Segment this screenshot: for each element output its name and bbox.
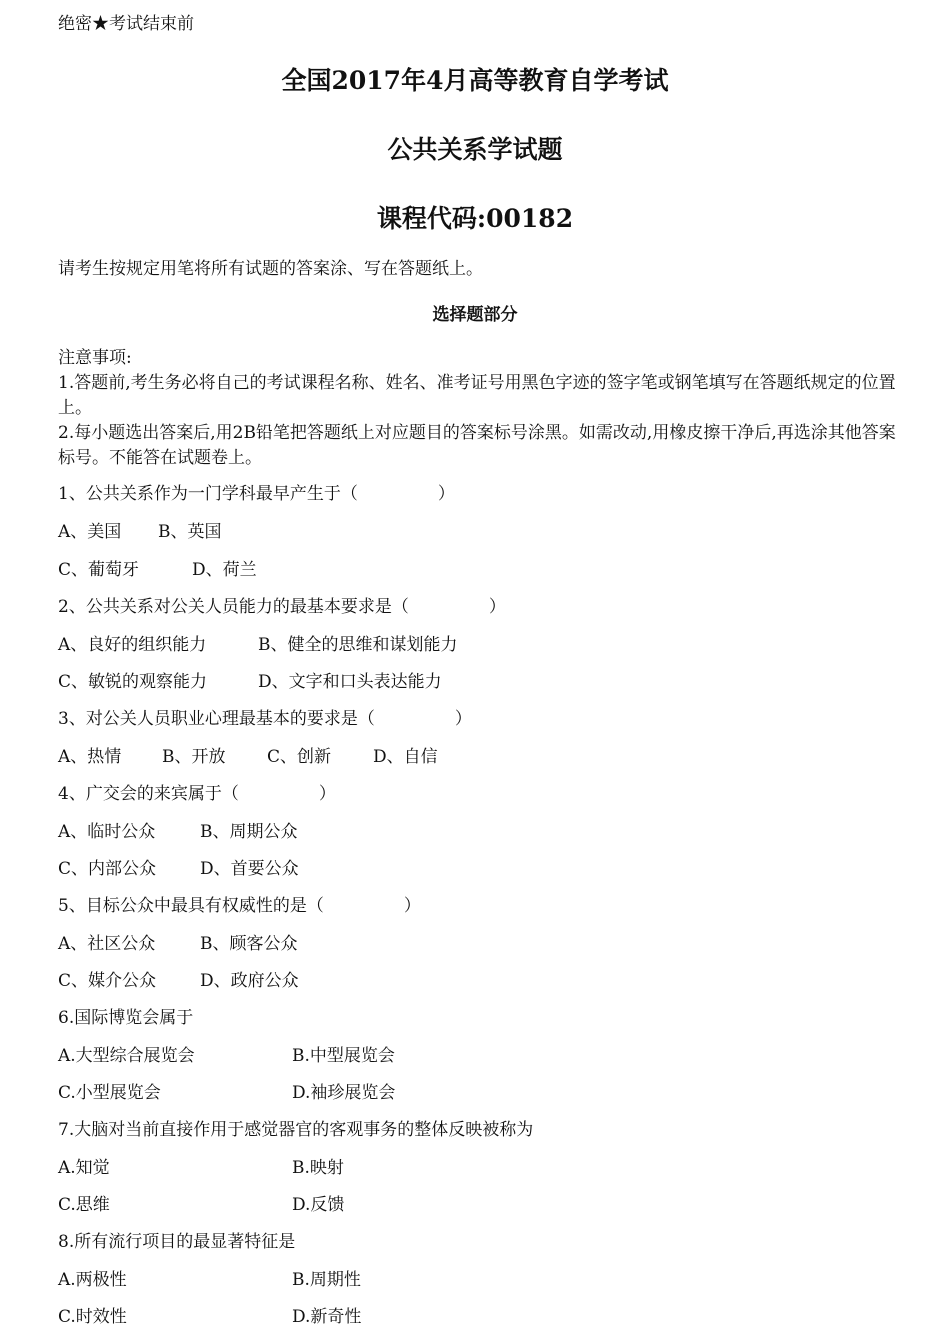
question-stem — [58, 1119, 533, 1141]
question-text: 5、目标公众中最具有权威性的是（ — [58, 896, 324, 916]
option-d: D.袖珍展览会 — [292, 1083, 396, 1103]
option-a: A、热情 — [58, 747, 122, 767]
question-text: 1、公共关系作为一门学科最早产生于（ — [58, 484, 358, 504]
option-b: B.映射 — [292, 1158, 344, 1178]
question-text: 6.国际博览会属于 — [58, 1008, 194, 1028]
exam-title: 全国2017年4月高等教育自学考试 — [281, 66, 669, 95]
option-c: C、媒介公众 — [58, 971, 157, 991]
question-close: ） — [318, 784, 336, 804]
question-text: 3、对公关人员职业心理最基本的要求是（ — [58, 709, 375, 729]
option-c: C、葡萄牙 — [58, 560, 140, 580]
option-a: A.知觉 — [58, 1158, 110, 1178]
option-a: A.大型综合展览会 — [58, 1046, 195, 1066]
option-c: C.小型展览会 — [58, 1083, 161, 1103]
option-b: B、开放 — [162, 747, 226, 767]
option-b: B、顾客公众 — [200, 934, 298, 954]
option-b: B.中型展览会 — [292, 1046, 395, 1066]
option-d: D、首要公众 — [200, 859, 299, 879]
question-text: 2、公共关系对公关人员能力的最基本要求是（ — [58, 597, 409, 617]
answer-instruction: 请考生按规定用笔将所有试题的答案涂、写在答题纸上。 — [58, 259, 483, 279]
question-stem — [58, 895, 421, 917]
option-d: D、文字和口头表达能力 — [258, 672, 442, 692]
subject-title: 公共关系学试题 — [387, 135, 563, 164]
question-close: ） — [403, 896, 421, 916]
notes-label: 注意事项: — [58, 348, 132, 368]
question-text: 8.所有流行项目的最显著特征是 — [58, 1232, 296, 1252]
option-d: D、自信 — [373, 747, 438, 767]
option-a: A、社区公众 — [58, 934, 156, 954]
option-b: B.周期性 — [292, 1270, 361, 1290]
option-d: D.反馈 — [292, 1195, 345, 1215]
note-item: 2.每小题选出答案后,用2B铅笔把答题纸上对应题目的答案标号涂黑。如需改动,用橡皮擦干净后,再选涂其他答案标号。不能答在试题卷上。 — [58, 423, 896, 468]
option-c: C、敏锐的观察能力 — [58, 672, 208, 692]
question-stem — [58, 596, 506, 618]
option-a: A、临时公众 — [58, 822, 156, 842]
question-text: 7.大脑对当前直接作用于感觉器官的客观事务的整体反映被称为 — [58, 1120, 534, 1140]
section-heading: 选择题部分 — [432, 305, 518, 325]
question-close: ） — [454, 709, 472, 729]
question-close: ） — [488, 597, 506, 617]
course-code-title: 课程代码:00182 — [376, 204, 574, 233]
question-stem — [58, 1007, 193, 1029]
option-b: B、周期公众 — [200, 822, 298, 842]
option-a: A、良好的组织能力 — [58, 635, 207, 655]
question-stem — [58, 1231, 295, 1253]
option-a: A.两极性 — [58, 1270, 127, 1290]
notes-block — [58, 346, 896, 471]
option-d: D、荷兰 — [192, 560, 257, 580]
question-stem — [58, 783, 336, 805]
option-c: C、内部公众 — [58, 859, 157, 879]
question-text: 4、广交会的来宾属于（ — [58, 784, 239, 804]
question-stem — [58, 708, 472, 730]
question-stem — [58, 483, 455, 505]
question-close: ） — [437, 484, 455, 504]
secret-mark: 绝密★考试结束前 — [58, 14, 194, 34]
option-d: D.新奇性 — [292, 1307, 362, 1327]
option-a: A、美国 — [58, 522, 122, 542]
option-c: C、创新 — [267, 747, 332, 767]
option-d: D、政府公众 — [200, 971, 299, 991]
option-c: C.思维 — [58, 1195, 110, 1215]
option-b: B、英国 — [158, 522, 222, 542]
note-item: 1.答题前,考生务必将自己的考试课程名称、姓名、准考证号用黑色字迹的签字笔或钢笔填写在答题纸规定的位置上。 — [58, 373, 896, 418]
option-b: B、健全的思维和谋划能力 — [258, 635, 458, 655]
option-c: C.时效性 — [58, 1307, 127, 1327]
